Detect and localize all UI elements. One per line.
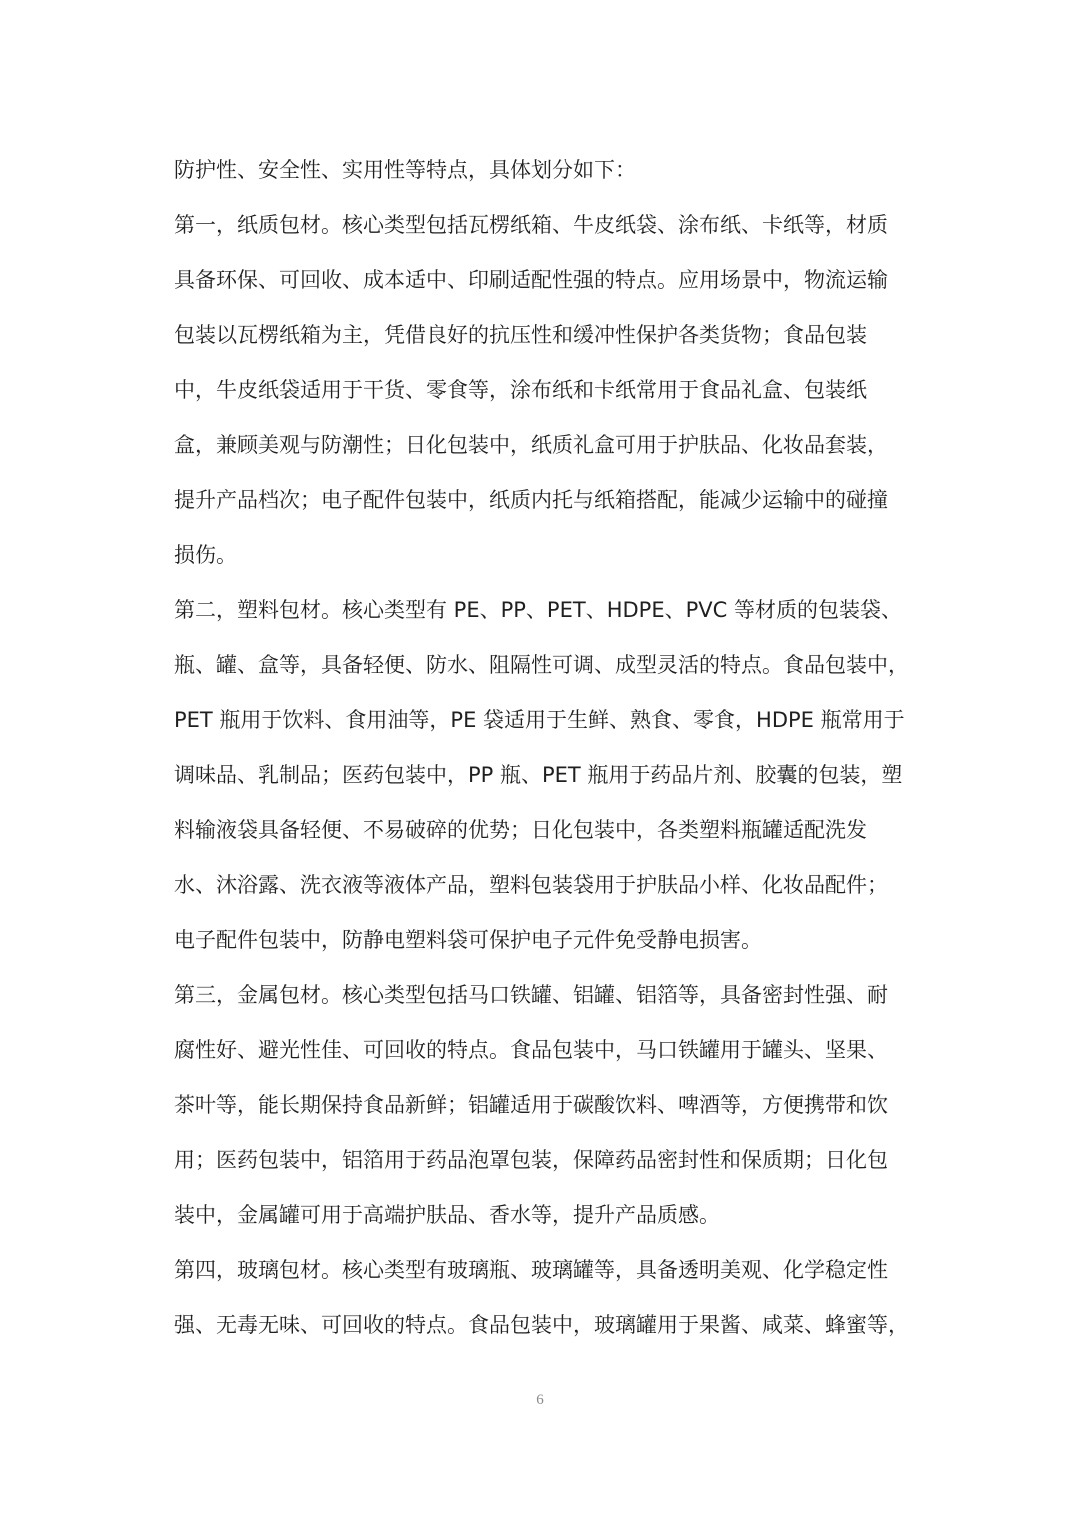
text-line: 第四，玻璃包材。核心类型有玻璃瓶、玻璃罐等，具备透明美观、化学稳定性 xyxy=(174,1258,888,1282)
text-line: 防护性、安全性、实用性等特点，具体划分如下： xyxy=(174,158,636,182)
text-line: 第二，塑料包材。核心类型有 PE、PP、PET、HDPE、PVC 等材质的包装袋、 xyxy=(174,598,902,622)
text-line: 腐性好、避光性佳、可回收的特点。食品包装中，马口铁罐用于罐头、坚果、 xyxy=(174,1038,888,1062)
text-line: 包装以瓦楞纸箱为主，凭借良好的抗压性和缓冲性保护各类货物；食品包装 xyxy=(174,323,867,347)
text-line: 损伤。 xyxy=(174,543,237,567)
text-line: 强、无毒无味、可回收的特点。食品包装中，玻璃罐用于果酱、咸菜、蜂蜜等， xyxy=(174,1313,909,1337)
text-line: 盒，兼顾美观与防潮性；日化包装中，纸质礼盒可用于护肤品、化妆品套装， xyxy=(174,433,888,457)
body-text xyxy=(174,143,914,1353)
text-line: 第三，金属包材。核心类型包括马口铁罐、铝罐、铝箔等，具备密封性强、耐 xyxy=(174,983,888,1007)
text-line: 提升产品档次；电子配件包装中，纸质内托与纸箱搭配，能减少运输中的碰撞 xyxy=(174,488,888,512)
text-line: PET 瓶用于饮料、食用油等，PE 袋适用于生鲜、熟食、零食，HDPE 瓶常用于 xyxy=(174,708,905,732)
text-line: 中，牛皮纸袋适用于干货、零食等，涂布纸和卡纸常用于食品礼盒、包装纸 xyxy=(174,378,867,402)
text-line: 调味品、乳制品；医药包装中，PP 瓶、PET 瓶用于药品片剂、胶囊的包装，塑 xyxy=(174,763,903,787)
text-line: 装中，金属罐可用于高端护肤品、香水等，提升产品质感。 xyxy=(174,1203,720,1227)
text-line: 瓶、罐、盒等，具备轻便、防水、阻隔性可调、成型灵活的特点。食品包装中， xyxy=(174,653,909,677)
text-line: 茶叶等，能长期保持食品新鲜；铝罐适用于碳酸饮料、啤酒等，方便携带和饮 xyxy=(174,1093,888,1117)
text-line: 料输液袋具备轻便、不易破碎的优势；日化包装中，各类塑料瓶罐适配洗发 xyxy=(174,818,867,842)
page-number: 6 xyxy=(536,1392,544,1408)
text-line: 第一，纸质包材。核心类型包括瓦楞纸箱、牛皮纸袋、涂布纸、卡纸等，材质 xyxy=(174,213,888,237)
text-line: 用；医药包装中，铝箔用于药品泡罩包装，保障药品密封性和保质期；日化包 xyxy=(174,1148,888,1172)
text-line: 电子配件包装中，防静电塑料袋可保护电子元件免受静电损害。 xyxy=(174,928,762,952)
text-line: 水、沐浴露、洗衣液等液体产品，塑料包装袋用于护肤品小样、化妆品配件； xyxy=(174,873,888,897)
text-line: 具备环保、可回收、成本适中、印刷适配性强的特点。应用场景中，物流运输 xyxy=(174,268,888,292)
